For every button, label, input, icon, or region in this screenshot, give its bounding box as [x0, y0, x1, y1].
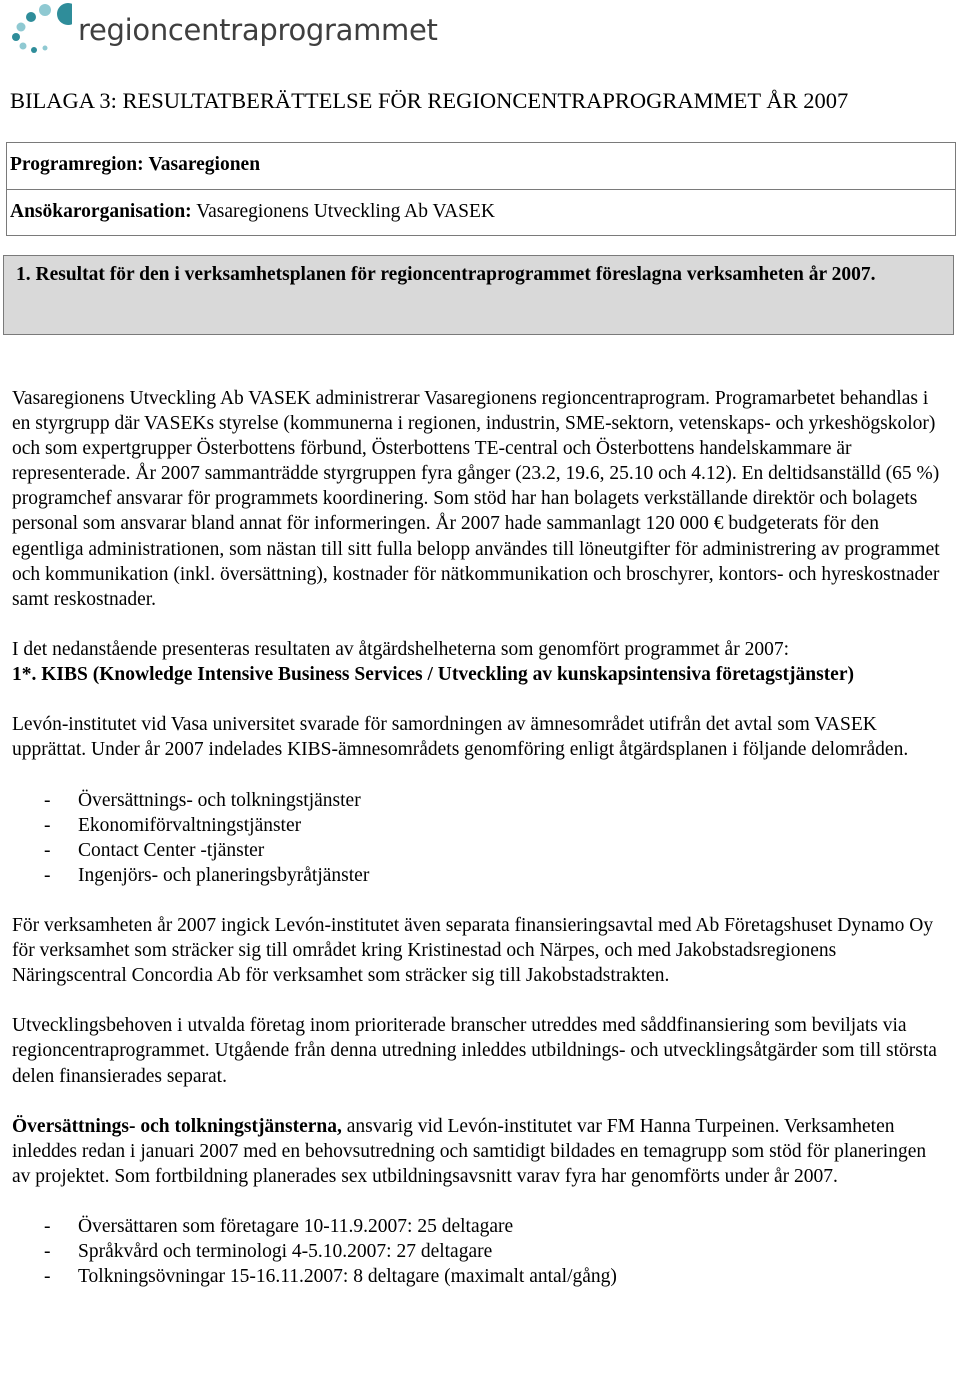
applicant-value: Vasaregionens Utveckling Ab VASEK [196, 201, 495, 222]
list-item: - Ekonomiförvaltningstjänster [44, 814, 302, 836]
subareas-list [12, 788, 942, 888]
translation-paragraph [12, 1114, 942, 1189]
program-logo [10, 2, 438, 56]
dots-logo-icon [10, 2, 72, 56]
info-divider [7, 189, 955, 190]
program-region-value: Vasaregionen [148, 154, 261, 175]
program-region-label: Programregion: [10, 154, 144, 175]
presentation-paragraph: I det nedanstående presenteras resultaten av åtgärdshelheterna som genomfört programmet år 2007: [12, 638, 789, 660]
translation-text: ansvarig vid Levón-institutet var FM Hanna Turpeinen. Verksamheten inleddes redan i januari 2007 med en behovsutredning och samtidigt bildades en temagrupp som stöd för planeringen av projektet. Som fortbildning planerades sex utbildningsavsnitt varav fyra har genomförts under år 2007. [12, 1115, 927, 1187]
list-item: - Contact Center -tjänster [44, 839, 265, 861]
applicant-row [10, 201, 495, 223]
list-item: - Ingenjörs- och planeringsbyråtjänster [44, 864, 370, 886]
section-heading: 1. Resultat för den i verksamhetsplanen för regioncentraprogrammet föreslagna verksamheten år 2007. [16, 264, 876, 285]
list-item: - Översättaren som företagare 10-11.9.2007: 25 deltagare [44, 1216, 514, 1238]
list-item: - Språkvård och terminologi 4-5.10.2007: 27 deltagare [44, 1241, 493, 1263]
section-heading-box [3, 255, 954, 335]
kibs-heading: 1*. KIBS (Knowledge Intensive Business Services / Utveckling av kunskapsintensiva företagstjänster) [12, 664, 854, 686]
info-box [6, 142, 956, 236]
logo-text: regioncentraprogrammet [78, 13, 438, 47]
list-item: - Översättnings- och tolkningstjänster [44, 789, 361, 811]
trainings-list [12, 1214, 942, 1289]
translation-heading: Översättnings- och tolkningstjänsterna, [12, 1115, 342, 1137]
program-region-row [10, 154, 260, 176]
applicant-label: Ansökarorganisation: [10, 201, 192, 222]
levon-paragraph: Levón-institutet vid Vasa universitet svarade för samordningen av ämnesområdet utifrån det avtal som VASEK upprättat. Under år 2007 indelades KIBS-ämnesområdets genomföring enligt åtgärdsplanen i följande delområden. [12, 714, 909, 761]
list-item: - Tolkningsövningar 15-16.11.2007: 8 deltagare (maximalt antal/gång) [44, 1266, 617, 1288]
intro-paragraph: Vasaregionens Utveckling Ab VASEK administrerar Vasaregionens regioncentraprogram. Programarbetet behandlas i en styrgrupp där VASEKs styrelse (kommunerna i regionen, industrin, SME-sektorn, vetenskaps- och yrkeshögskolor) och som expertgrupper Österbottens förbund, Österbottens TE-central och Österbottens handelskammare är representerade. År 2007 sammanträdde styrgruppen fyra gånger (23.2, 19.6, 25.10 och 4.12). En deltidsanställd (65 %) programchef ansvarar för programmets koordinering. Som stöd har han bolagets verkställande direktör och bolagets personal som ansvarar bland annat för informeringen. År 2007 hade sammanlagt 120 000 € budgeterats för den egentliga administrationen, som nästan till sitt fulla belopp användes till löneutgifter för administrering av programmet och kommunikation (inkl. översättning), kostnader för nätkommunikation och broschyrer, kontors- och hyreskostnader samt reskostnader. [12, 388, 940, 610]
financing-paragraph: För verksamheten år 2007 ingick Levón-institutet även separata finansieringsavtal med Ab Företagshuset Dynamo Oy för verksamhet som sträcker sig till området kring Kristinestad och Närpes, och med Jakobstadsregionens Näringscentral Concordia Ab för verksamhet som sträcker sig till Jakobstadstrakten. [12, 914, 934, 987]
body-content [12, 386, 942, 1289]
document-title: BILAGA 3: RESULTATBERÄTTELSE FÖR REGIONCENTRAPROGRAMMET ÅR 2007 [10, 88, 849, 113]
needs-paragraph: Utvecklingsbehoven i utvalda företag inom prioriterade branscher utreddes med såddfinansiering som beviljats via regioncentraprogrammet. Utgående från denna utredning inleddes utbildnings- och utvecklingsåtgärder som till största delen finansierades separat. [12, 1015, 937, 1087]
